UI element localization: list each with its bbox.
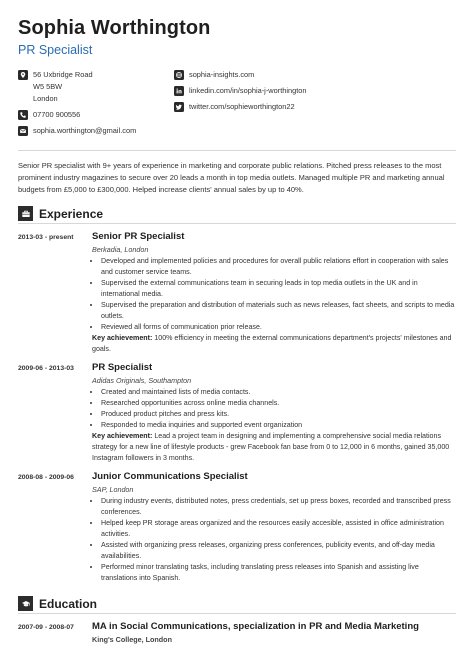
phone-icon xyxy=(18,110,28,120)
bullet-item: • Produced product pitches and press kits. xyxy=(101,409,456,420)
bullet-item: • Created and maintained lists of media contacts. xyxy=(101,387,456,398)
experience-entry xyxy=(18,362,456,464)
entry-bullets xyxy=(92,387,456,431)
contact-block xyxy=(18,69,456,141)
bullet-item: • Assisted with organizing press releases, organizing press conferences, publicity events, and off-day media availabilities. xyxy=(101,540,456,562)
graduation-cap-icon xyxy=(18,596,33,611)
bullet-item: • Supervised the external communications team in securing leads in top media outlets in the UK and in international media. xyxy=(101,278,456,300)
contact-twitter xyxy=(174,101,424,113)
globe-icon xyxy=(174,70,184,80)
bullet-item: • Helped keep PR storage areas organized and the resources easily accesible, assisted in office administration activities. xyxy=(101,518,456,540)
phone-number[interactable]: 07700 900556 xyxy=(33,110,81,119)
achievement-text: 100% efficiency in meeting the external communications department's projects' milestones and goals. xyxy=(92,334,452,353)
email-address[interactable]: sophia.worthington@gmail.com xyxy=(33,126,137,135)
entry-dates: 2009-06 - 2013-03 xyxy=(18,365,74,372)
bullet-item: • Performed minor translating tasks, including translating press releases into Spanish and assisting live translations into Spanish. xyxy=(101,562,456,584)
key-achievement xyxy=(92,333,456,355)
entry-company: Adidas Originals, Southampton xyxy=(92,376,192,385)
bullet-item: • Researched opportunities across online media channels. xyxy=(101,398,456,409)
entry-body xyxy=(92,621,456,645)
achievement-text: Lead a project team in designing and implementing a comprehensive social media relations strategy for a new line of lifestyle products - grew Facebook fan base from 0 to 12,000 in 6 months, gained 35,000 Instagram followers in 3 months. xyxy=(92,432,450,462)
entry-body xyxy=(92,471,456,584)
entry-role: Junior Communications Specialist xyxy=(92,471,248,482)
twitter-icon xyxy=(174,102,184,112)
bullet-item: • Responded to media inquiries and supported event organization xyxy=(101,420,456,431)
bullet-item: • During industry events, distributed notes, press credentials, set up press boxes, recorded and transcribed press conferences. xyxy=(101,496,456,518)
entry-bullets xyxy=(92,496,456,584)
map-pin-icon xyxy=(18,70,28,80)
bullet-item: • Developed and implemented policies and procedures for overall public relations effort in cooperation with sales and customer service teams. xyxy=(101,256,456,278)
key-achievement xyxy=(92,431,456,464)
address-line-3: London xyxy=(33,94,58,103)
experience-entry xyxy=(18,231,456,355)
education-heading: Education xyxy=(39,596,98,611)
contact-column-left xyxy=(18,69,174,141)
entry-school: King's College, London xyxy=(92,635,172,644)
bullet-item: • Supervised the preparation and distribution of materials such as news releases, fact sheets, and scripts to media outlets. xyxy=(101,300,456,322)
candidate-name: Sophia Worthington xyxy=(18,17,211,39)
entry-dates: 2007-09 - 2008-07 xyxy=(18,624,74,631)
website-link[interactable]: sophia-insights.com xyxy=(189,70,255,79)
education-header xyxy=(18,596,456,611)
divider-top xyxy=(18,150,456,151)
education-entry xyxy=(18,621,456,645)
divider-experience xyxy=(18,223,456,224)
entry-body xyxy=(92,231,456,355)
linkedin-link[interactable]: linkedin.com/in/sophia-j-worthington xyxy=(189,86,307,95)
entry-dates: 2013-03 - present xyxy=(18,234,74,241)
profile-summary: Senior PR specialist with 9+ years of experience in marketing and corporate public relations. Pitched press releases to the most prominent industry magazines to secure over 20 leads a month in top media outlets. Managed multiple PR and marketing annual budgets from £5,000 to £300,000. Helped increase clients' annual sales by up to 40%. xyxy=(18,161,445,194)
briefcase-icon xyxy=(18,206,33,221)
experience-entry xyxy=(18,471,456,584)
entry-company: Berkadia, London xyxy=(92,245,149,254)
entry-company: SAP, London xyxy=(92,485,134,494)
achievement-label: Key achievement: xyxy=(92,432,153,440)
entry-body xyxy=(92,362,456,464)
achievement-label: Key achievement: xyxy=(92,334,153,342)
contact-column-right xyxy=(174,69,424,141)
experience-header xyxy=(18,206,456,221)
contact-phone xyxy=(18,109,174,121)
entry-role: Senior PR Specialist xyxy=(92,231,185,242)
entry-bullets xyxy=(92,256,456,333)
address-lines xyxy=(33,69,93,105)
entry-role: PR Specialist xyxy=(92,362,153,373)
bullet-item: • Reviewed all forms of communication prior release. xyxy=(101,322,456,333)
experience-heading: Experience xyxy=(39,206,104,221)
linkedin-icon xyxy=(174,86,184,96)
address-line-1: 56 Uxbridge Road xyxy=(33,70,93,79)
divider-education xyxy=(18,613,456,614)
mail-icon xyxy=(18,126,28,136)
address-line-2: W5 5BW xyxy=(33,82,63,91)
contact-website xyxy=(174,69,424,81)
contact-email xyxy=(18,125,174,137)
contact-address xyxy=(18,69,174,105)
job-title: PR Specialist xyxy=(18,43,93,57)
contact-linkedin xyxy=(174,85,424,97)
entry-degree: MA in Social Communications, specialization in PR and Media Marketing xyxy=(92,621,419,632)
twitter-link[interactable]: twitter.com/sophieworthington22 xyxy=(189,102,295,111)
entry-dates: 2008-08 - 2009-06 xyxy=(18,474,74,481)
